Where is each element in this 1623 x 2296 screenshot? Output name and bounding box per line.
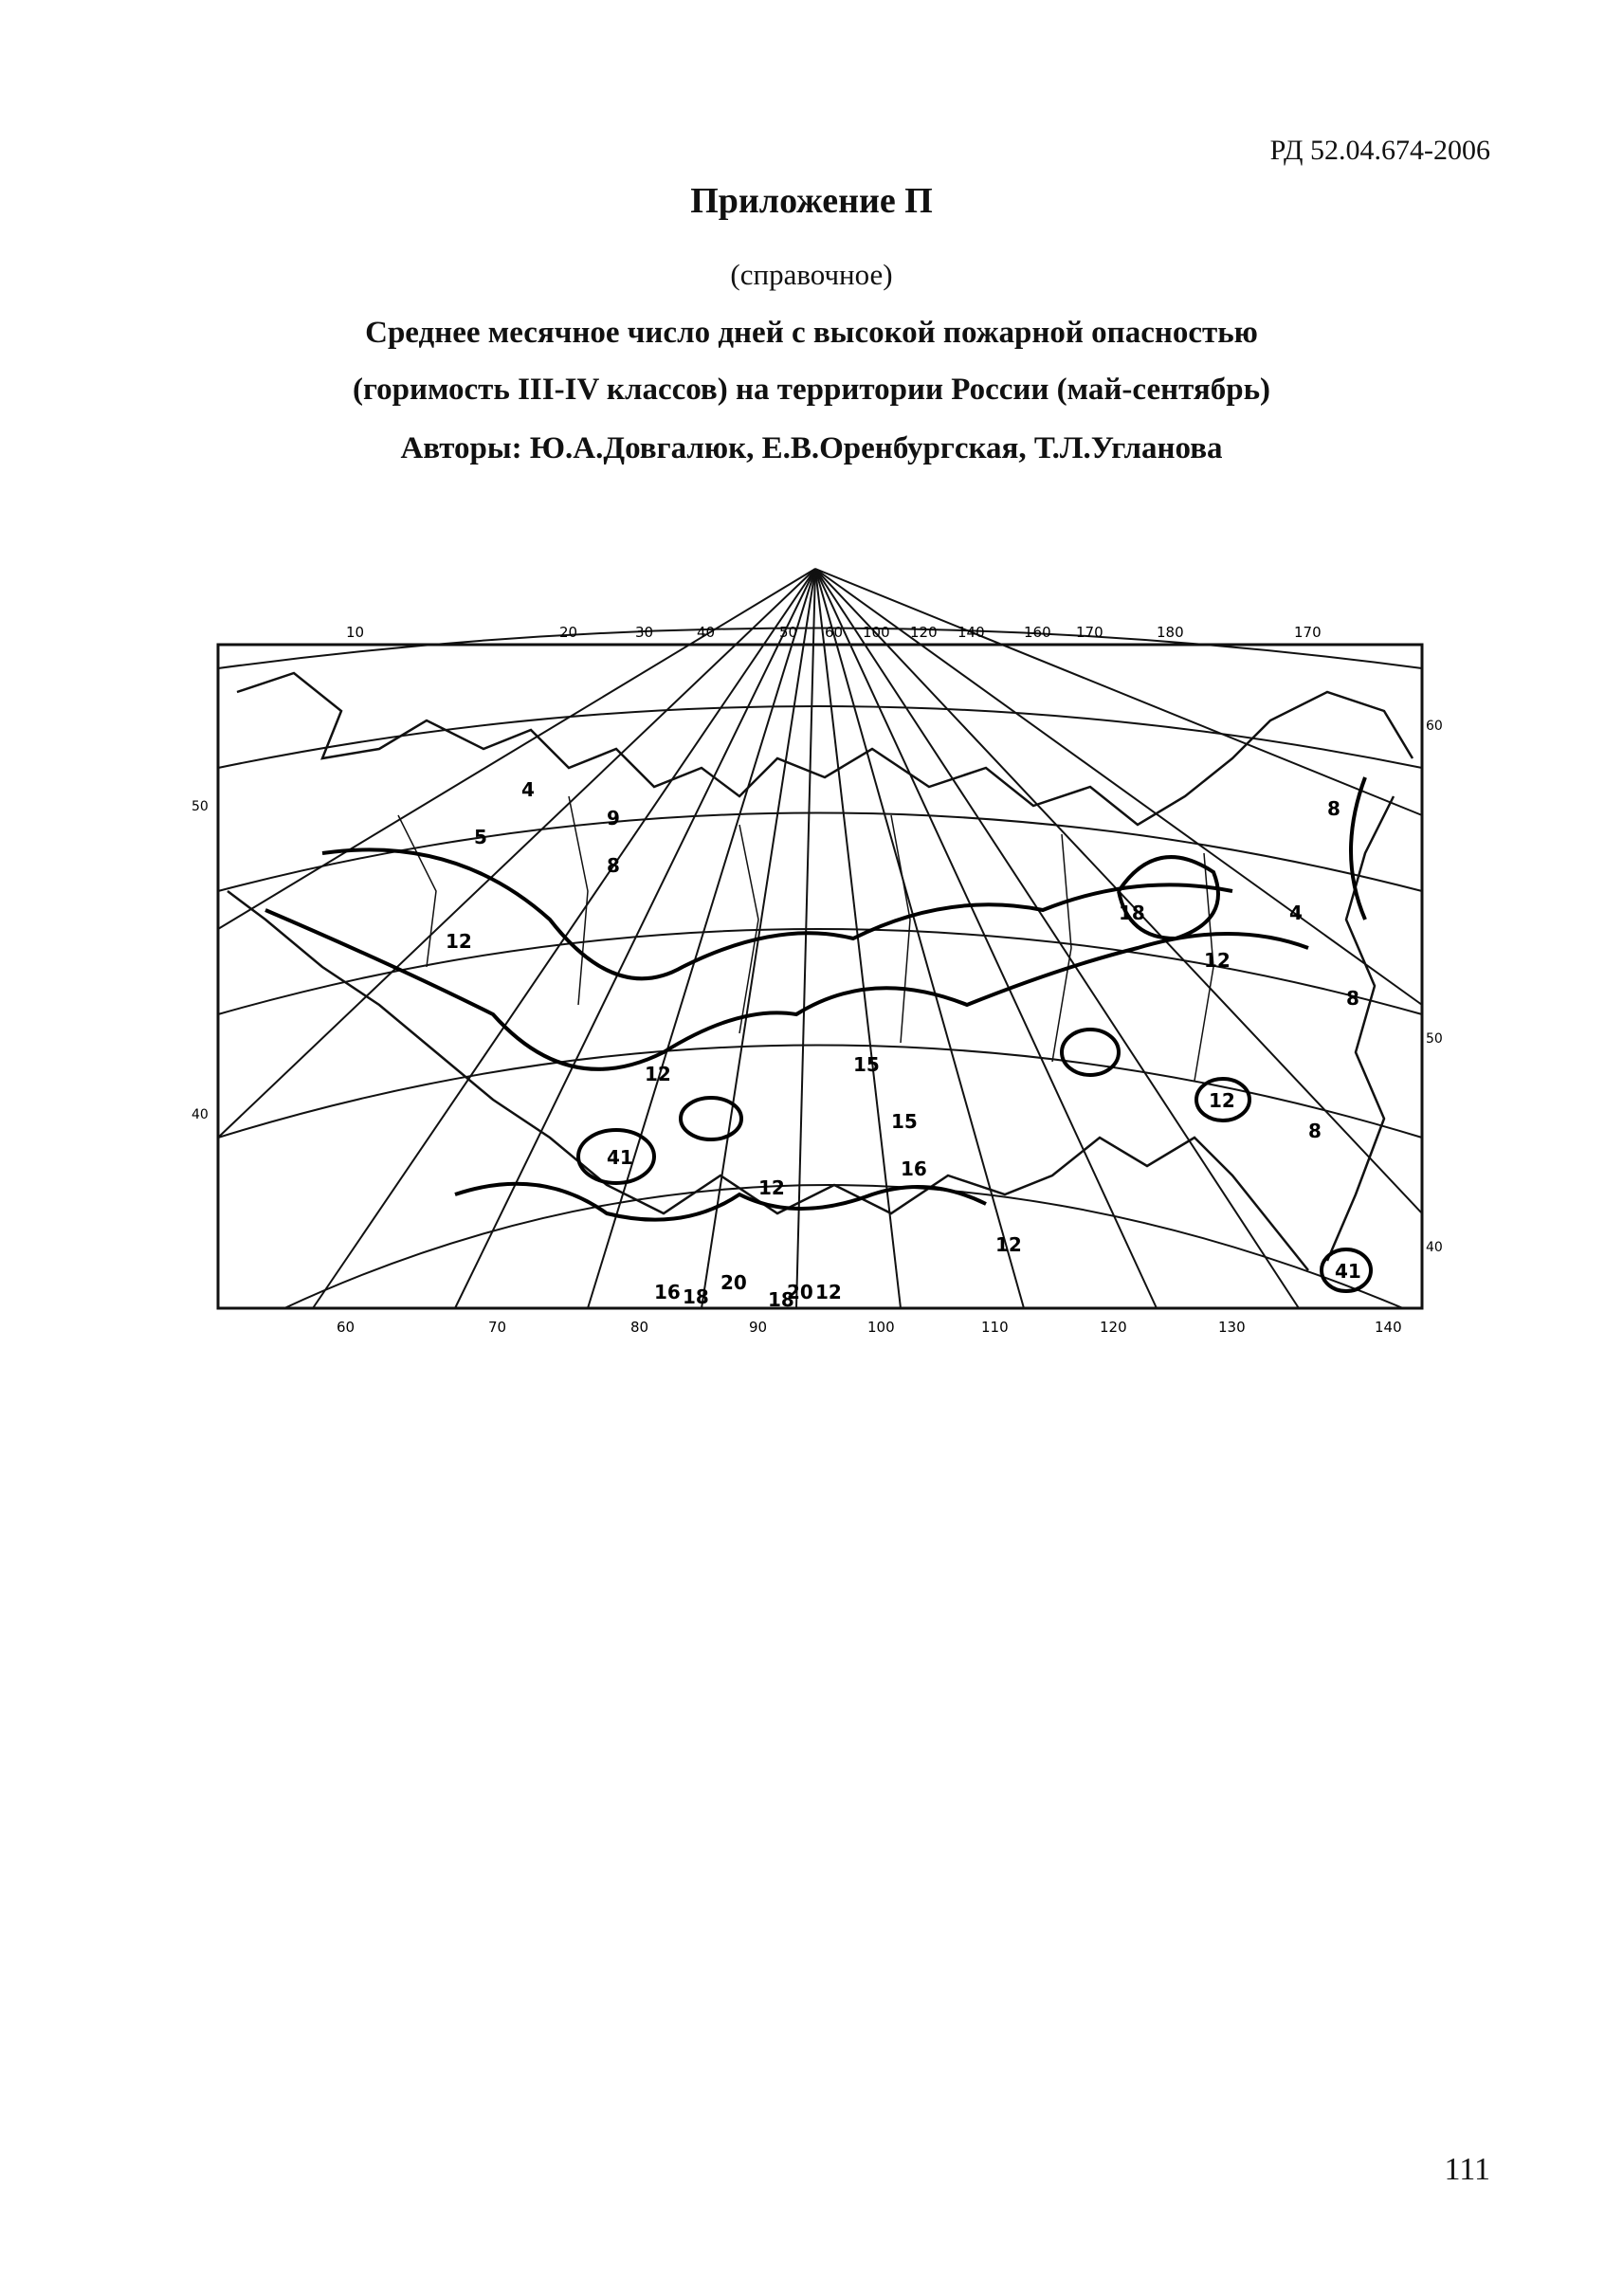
isoline-label: 5: [474, 826, 487, 848]
coord-label: 20: [559, 624, 578, 641]
coord-label: 60: [825, 624, 844, 641]
coord-label: 120: [910, 624, 938, 641]
coord-label: 50: [191, 799, 209, 814]
coord-label: 100: [863, 624, 890, 641]
appendix-title: Приложение П: [690, 181, 933, 221]
coord-label: 170: [1076, 624, 1103, 641]
top-coordinate-labels: [346, 624, 1322, 641]
map-heading-line-2: (горимость III-IV классов) на территории России (май-сентябрь): [352, 373, 1271, 407]
coord-label: 50: [779, 624, 798, 641]
coord-label: 70: [488, 1319, 507, 1336]
isoline-label: 16: [654, 1281, 681, 1303]
coord-label: 40: [1426, 1240, 1443, 1255]
isoline-label: 8: [1308, 1120, 1322, 1142]
isoline-label: 20: [787, 1281, 813, 1303]
isoline-label: 15: [853, 1053, 880, 1076]
coord-label: 130: [1218, 1319, 1246, 1336]
map-heading-line-1: Среднее месячное число дней с высокой пожарной опасностью: [365, 316, 1258, 350]
coord-label: 40: [191, 1107, 209, 1122]
coord-label: 100: [867, 1319, 895, 1336]
isoline-label: 41: [607, 1146, 633, 1169]
isoline-label: 12: [995, 1233, 1022, 1256]
isoline-label: 15: [891, 1110, 918, 1133]
document-code: РД 52.04.674-2006: [1269, 135, 1490, 166]
meridian-lines: [218, 569, 1422, 1308]
coord-label: 10: [346, 624, 365, 641]
coord-label: 180: [1157, 624, 1184, 641]
isoline-label: 4: [521, 778, 535, 801]
coord-label: 90: [749, 1319, 768, 1336]
isolines: [265, 777, 1371, 1291]
isoline-label: 8: [1327, 797, 1340, 820]
isoline-label: 18: [683, 1285, 709, 1308]
coord-label: 80: [630, 1319, 649, 1336]
isoline-label: 12: [815, 1281, 842, 1303]
coord-label: 60: [1426, 719, 1443, 734]
coord-label: 140: [1375, 1319, 1402, 1336]
coord-label: 140: [957, 624, 985, 641]
page-number: 111: [1444, 2152, 1490, 2187]
coord-label: 30: [635, 624, 654, 641]
authors-line: Авторы: Ю.А.Довгалюк, Е.В.Оренбургская, Т.Л.Угланова: [400, 431, 1223, 465]
isoline-label: 18: [768, 1288, 794, 1311]
coord-label: 110: [981, 1319, 1009, 1336]
isoline-label: 12: [758, 1176, 785, 1199]
isoline-label: 4: [1289, 902, 1303, 924]
coord-label: 170: [1294, 624, 1322, 641]
bottom-coordinate-labels: [337, 1319, 1402, 1336]
isoline-label: 8: [1346, 987, 1359, 1010]
fire-danger-map: [191, 607, 1443, 1346]
isoline-label: 8: [607, 854, 620, 877]
isoline-label: 12: [446, 930, 472, 953]
isoline-label: 12: [1209, 1089, 1235, 1112]
isoline-label: 20: [720, 1271, 747, 1294]
coord-label: 120: [1100, 1319, 1127, 1336]
isoline-label: 41: [1335, 1260, 1361, 1283]
coord-label: 60: [337, 1319, 356, 1336]
isoline-label: 12: [1204, 949, 1231, 972]
isoline-label: 18: [1119, 902, 1145, 924]
isoline-label: 16: [901, 1157, 927, 1180]
coord-label: 40: [697, 624, 716, 641]
coord-label: 160: [1024, 624, 1051, 641]
parallel-line: [218, 1046, 1422, 1139]
appendix-subtitle: (справочное): [730, 258, 893, 291]
coord-label: 50: [1426, 1031, 1443, 1047]
side-coordinate-labels: [191, 719, 1443, 1255]
isoline-label: 9: [607, 807, 620, 829]
parallel-line: [218, 629, 1422, 669]
isoline-label: 12: [645, 1063, 671, 1085]
